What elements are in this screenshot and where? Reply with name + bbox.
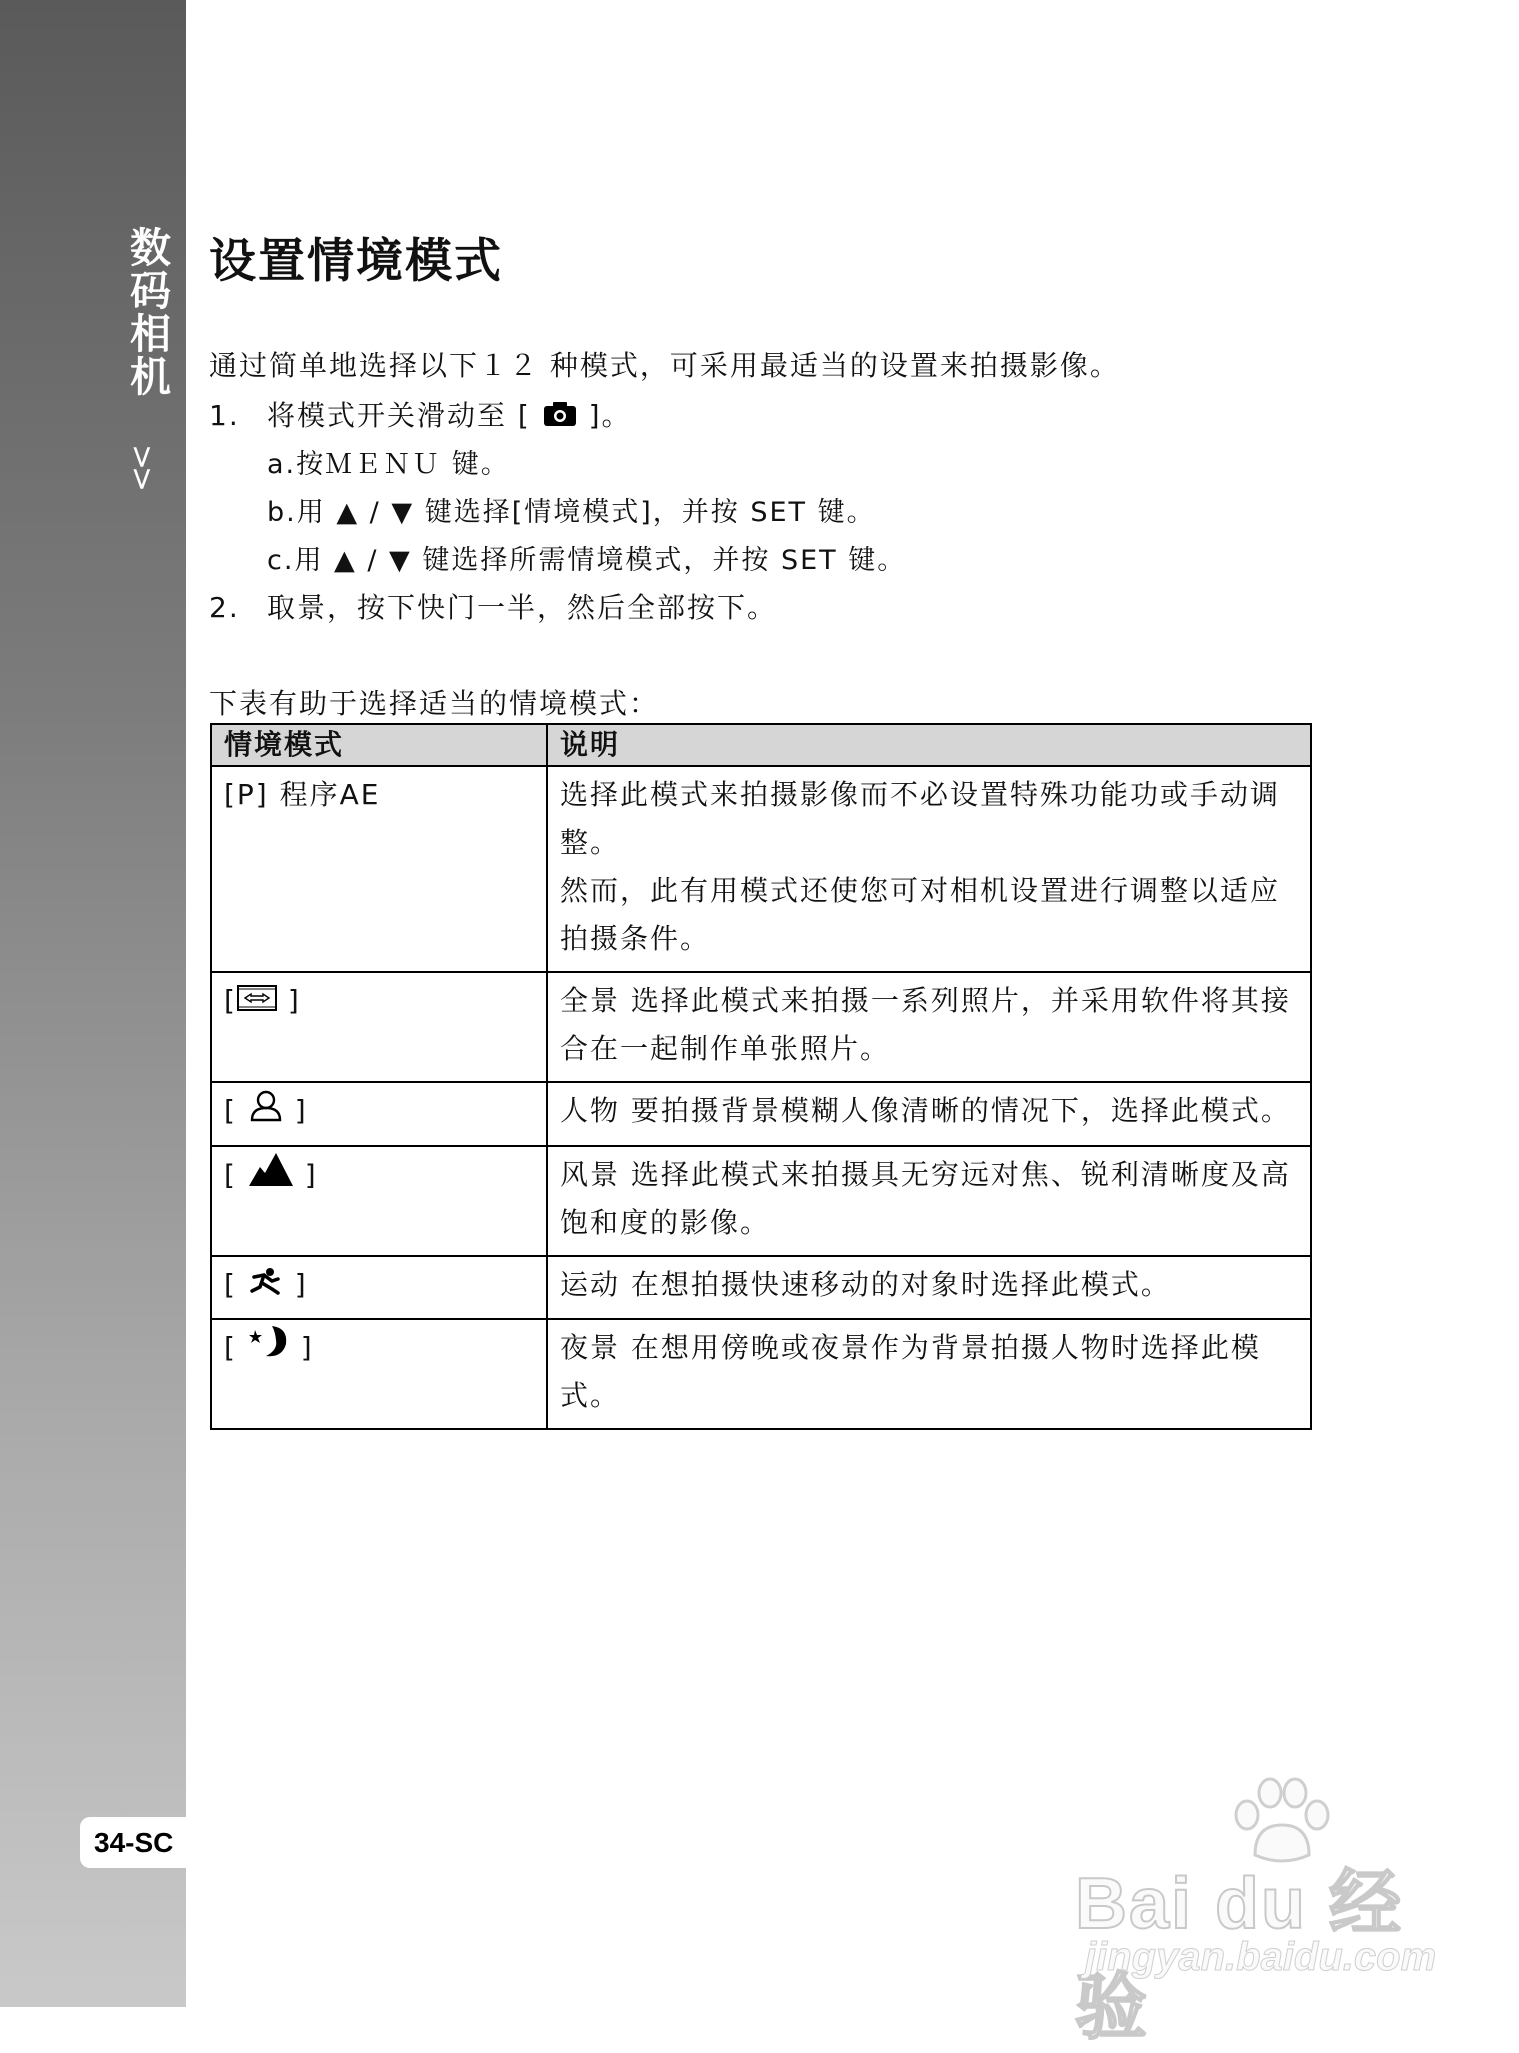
table-row xyxy=(211,766,1311,972)
bracket-close: ] xyxy=(283,1267,308,1301)
desc-cell-night-scene: 夜景 在想用傍晚或夜景作为背景拍摄人物时选择此模式。 xyxy=(547,1319,1311,1429)
sports-icon xyxy=(248,1262,284,1310)
watermark-url: jingyan.baidu.com xyxy=(1085,1935,1437,1979)
step-1c xyxy=(267,538,906,577)
step-2-text: 取景，按下快门一半，然后全部按下。 xyxy=(267,591,778,624)
panorama-icon xyxy=(237,978,277,1026)
bracket-close: ] xyxy=(276,984,301,1017)
bracket-open: [ xyxy=(224,984,237,1017)
table-row xyxy=(211,1082,1311,1146)
desc-cell-sports: 运动 在想拍摄快速移动的对象时选择此模式。 xyxy=(547,1256,1311,1319)
scene-mode-table xyxy=(210,723,1312,1430)
step-1-text-before: 将模式开关滑动至 [ xyxy=(267,399,542,432)
table-row xyxy=(211,1319,1311,1429)
step-1 xyxy=(209,394,632,435)
sidebar-arrows: >> xyxy=(124,444,160,488)
portrait-icon xyxy=(248,1088,284,1137)
header-mode: 情境模式 xyxy=(211,724,547,766)
desc-cell-landscape: 风景 选择此模式来拍摄具无穷远对焦、锐利清晰度及高饱和度的影像。 xyxy=(547,1146,1311,1256)
bracket-close: ] xyxy=(283,1094,308,1127)
desc-cell-program xyxy=(547,766,1311,972)
table-intro: 下表有助于选择适当的情境模式： xyxy=(209,687,660,720)
mode-cell-panorama xyxy=(211,972,547,1082)
watermark-logo: Bai du 经验 xyxy=(1075,1864,1404,2048)
step-1a-label: a. xyxy=(267,449,297,480)
step-1b xyxy=(267,490,876,529)
bracket-open: [ xyxy=(224,1094,248,1127)
desc-cell-panorama: 全景 选择此模式来拍摄一系列照片，并采用软件将其接合在一起制作单张照片。 xyxy=(547,972,1311,1082)
step-1-number: 1. xyxy=(209,399,240,432)
step-1c-label: c. xyxy=(267,545,295,576)
baidu-watermark xyxy=(1075,1775,1455,2048)
night-scene-icon xyxy=(248,1324,290,1373)
bracket-open: [ xyxy=(224,1158,248,1191)
step-1c-text: 用 ▲ / ▼ 键选择所需情境模式，并按 SET 键。 xyxy=(294,545,907,576)
sidebar-section-title: 数码相机 xyxy=(123,226,171,398)
desc-cell-portrait: 人物 要拍摄背景模糊人像清晰的情况下，选择此模式。 xyxy=(547,1082,1311,1146)
mode-cell-landscape xyxy=(211,1146,547,1256)
mode-cell-portrait xyxy=(211,1082,547,1146)
step-1a xyxy=(267,442,510,481)
camera-icon xyxy=(542,400,578,435)
step-1-text-after: ]。 xyxy=(577,399,632,432)
step-1b-text: 用 ▲ / ▼ 键选择[情境模式]，并按 SET 键。 xyxy=(296,497,876,528)
mode-cell-sports xyxy=(211,1256,547,1319)
bracket-close: ] xyxy=(289,1330,314,1364)
table-row xyxy=(211,972,1311,1082)
table-row xyxy=(211,1256,1311,1319)
page-number: 34-SC xyxy=(80,1817,186,1868)
desc-program-line1: 选择此模式来拍摄影像而不必设置特殊功能功或手动调整。 xyxy=(560,778,1281,859)
step-2-number: 2. xyxy=(209,591,240,624)
mode-cell-program: [P] 程序AE xyxy=(211,766,547,972)
table-header-row xyxy=(211,724,1311,766)
desc-program-line2: 然而，此有用模式还使您可对相机设置进行调整以适应拍摄条件。 xyxy=(560,874,1281,955)
table-row xyxy=(211,1146,1311,1256)
step-1b-label: b. xyxy=(267,497,297,528)
bracket-open: [ xyxy=(224,1267,248,1301)
bracket-open: [ xyxy=(224,1330,248,1364)
bracket-close: ] xyxy=(293,1158,318,1191)
step-1a-text: 按ＭＥＮＵ 键。 xyxy=(296,449,510,480)
step-2 xyxy=(209,586,777,626)
intro-text: 通过简单地选择以下１２ 种模式，可采用最适当的设置来拍摄影像。 xyxy=(209,349,1120,382)
sidebar xyxy=(0,0,186,2007)
mode-cell-night-scene xyxy=(211,1319,547,1429)
header-description: 说明 xyxy=(547,724,1311,766)
landscape-icon xyxy=(248,1151,294,1202)
page-title: 设置情境模式 xyxy=(209,234,503,289)
